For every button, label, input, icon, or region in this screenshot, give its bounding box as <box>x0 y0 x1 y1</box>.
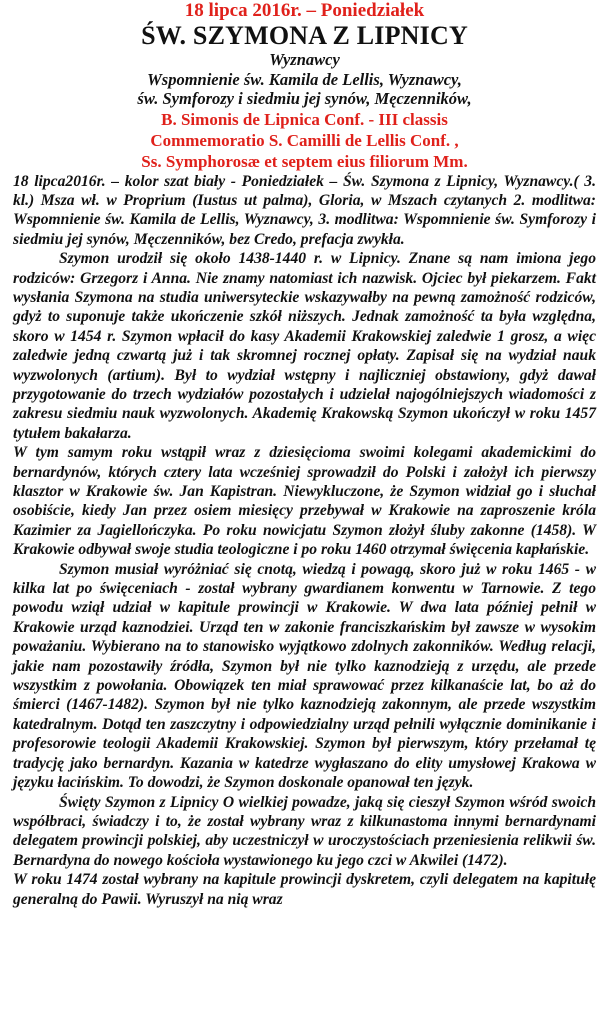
commemoration-line-1: Wspomnienie św. Kamila de Lellis, Wyznawcy, <box>147 69 462 89</box>
latin-line-3: Ss. Symphorosæ et septem eius filiorum Mm. <box>141 151 468 171</box>
document-body <box>13 172 596 909</box>
paragraph-aquileia: Święty Szymon z Lipnicy O wielkiej powadze, jaką się cieszył Szymon wśród swoich współbraci, świadczy i to, że został wybrany wraz z kilkunastoma innymi bernardynami delegatem prowincji polskiej, aby uczestniczył w uroczystościach przeniesienia relikwii św. Bernardyna do nowego kościoła wystawionego ku jego czci w Akwilei (1472). <box>13 793 596 869</box>
latin-line-2: Commemoratio S. Camilli de Lellis Conf. , <box>150 130 459 150</box>
paragraph-preacher: Szymon musiał wyróżniać się cnotą, wiedzą i powagą, skoro już w roku 1465 - w kilka lat po święceniach - został wybrany gwardianem konwentu w Tarnowie. Z tego powodu wziął udział w kapitule prowincji w Krakowie. W dwa lata później pełnił w Krakowie urząd kaznodziei. Urząd ten w zakonie franciszkańskim był zawsze w wysokim poważaniu. Wybierano na to stanowisko wyjątkowo zdolnych zakonników. Według relacji, jakie nam pozostawiły źródła, Szymon był nie tylko kaznodzieją z urzędu, ale przede wszystkim z powołania. Obowiązek ten miał sprawować przez kilkanaście lat, bo aż do śmierci (1467-1482). Szymon był nie tylko kaznodzieją zakonnym, ale przede wszystkim katedralnym. Dotąd ten zaszczytny i odpowiedzialny urząd pełnili wyłącznie dominikanie i profesorowie teologii Akademii Krakowskiej. Szymon był pierwszym, który przełamał tę tradycję jako bernardyn. Kazania w katedrze wygłaszano do elity umysłowej Krakowa w języku łacińskim. To dowodzi, że Szymon doskonale opanował ten język. <box>13 560 596 792</box>
document-page <box>13 0 596 909</box>
date-line: 18 lipca 2016r. – Poniedziałek <box>184 0 425 21</box>
paragraph-bernardines: W tym samym roku wstąpił wraz z dziesięcioma swoimi kolegami akademickimi do bernardynów, których cztery lata wcześniej sprowadził do Polski i założył ich pierwszy klasztor w Krakowie św. Jan Kapistran. Niewykluczone, że Szymon widział go i słuchał osobiście, kiedy Jan przez osiem miesięcy przebywał w Krakowie na zaproszenie króla Kazimier za Jagiellończyka. Po roku nowicjatu Szymon złożył śluby zakonne (1458). W Krakowie odbywał swoje studia teologiczne i po roku 1460 otrzymał święcenia kapłańskie. <box>13 444 596 559</box>
latin-line-1: B. Simonis de Lipnica Conf. - III classis <box>161 109 448 129</box>
rank-label: Wyznawcy <box>269 50 340 69</box>
paragraph-pavia: W roku 1474 został wybrany na kapitule prowincji dyskretem, czyli delegatem na kapitułę generalną do Pawii. Wyruszył na nią wraz <box>13 871 596 908</box>
document-header <box>13 0 596 172</box>
paragraph-liturgy: 18 lipca2016r. – kolor szat biały - Poniedziałek – Św. Szymona z Lipnicy, Wyznawcy.( 3. kl.) Msza wł. w Proprium (Iustus ut palma), Gloria, w Mszach czytanych 2. modlitwa: Wspomnienie św. Kamila de Lellis, Wyznawcy, 3. modlitwa: Wspomnienie św. Symforozy i siedmiu jej synów, Męczenników, bez Credo, prefacja zwykła. <box>13 172 596 248</box>
paragraph-birth: Szymon urodził się około 1438-1440 r. w Lipnicy. Znane są nam imiona jego rodziców: Grzegorz i Anna. Nie znamy natomiast ich nazwisk. Ojciec był piekarzem. Fakt wysłania Szymona na studia uniwersyteckie wskazywałby na pewną zamożność rodziców, gdyż to suponuje także ukończenie szkół niższych. Jednak zamożność ta była względna, skoro w 1454 r. Szymon wpłacił do kasy Akademii Krakowskiej zaledwie 1 grosz, a więc zaledwie jedną czwartą już i tak skromnej rocznej opłaty. Zapisał się na wydział nauk wyzwolonych (artium). Był to wydział wstępny i najliczniej obstawiony, gdyż dawał przygotowanie do trzech wydziałów pozostałych i udzielał najogólniejszych wiadomości z zakresu siedmiu nauk wyzwolonych. Akademię Krakowską Szymon ukończył w roku 1457 tytułem bakałarza. <box>13 250 596 442</box>
commemoration-line-2: św. Symforozy i siedmiu jej synów, Męczenników, <box>137 89 472 108</box>
saint-title: ŚW. SZYMONA Z LIPNICY <box>141 21 468 50</box>
